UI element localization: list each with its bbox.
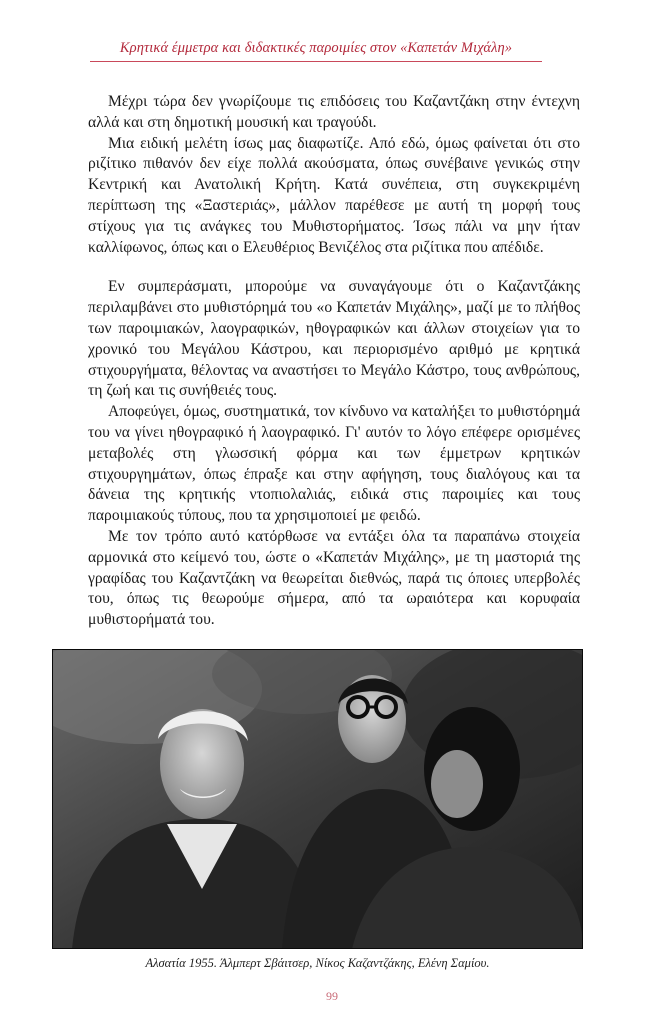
paragraph: Μια ειδική μελέτη ίσως μας διαφωτίζε. Από εδώ, όμως φαίνεται ότι στο ριζίτικο πιθανόν δεν είχε πολλά ακούσματα, όπως συνέβαινε γενικώς στην Κεντρική και Ανατολική Κρήτη. Κατά συνέπεια, στη συγκεκριμένη περίπτωση της «Ξαστεριάς», μάλλον παρέθεσε με αυτή τη μορφή τους στίχους για τις ανάγκες του Μυθιστορήματος. Ίσως πάλι να μην ήταν καλλίφωνος, όπως και ο Ελευθέριος Βενιζέλος στα ριζίτικα που απέδιδε.	[88, 134, 580, 256]
paragraph: Αποφεύγει, όμως, συστηματικά, τον κίνδυνο να καταλήξει το μυθιστόρημά του να γίνει ηθογραφικό ή λαογραφικό. Γι' αυτόν το λόγο επέφερε ορισμένες μεταβολές στη γλωσσική φόρμα και των έμμετρων κρητικών στιχουργημάτων, όπως έπραξε και στην αφήγηση, τους διαλόγους και τα δάνεια της κρητικής ντοπιολαλιάς, ειδικά στις παροιμίες και τους παροιμιακούς τύπους, που τα χρησιμοποιεί με φειδώ.	[88, 403, 580, 525]
photo-caption: Αλσατία 1955. Άλμπερτ Σβάιτσερ, Νίκος Καζαντζάκης, Ελένη Σαμίου.	[145, 956, 490, 970]
paragraph: Με τον τρόπο αυτό κατόρθωσε να εντάξει όλα τα παραπάνω στοιχεία αρμονικά στο κείμενό του, ώστε ο «Καπετάν Μιχάλης», με τη μαστοριά της γραφίδας του Καζαντζάκη να θεωρείται διεθνώς, παρά τις όποιες υπερβολές του, όπως τις θεωρούμε σήμερα, από τα ωραιότερα και κορυφαία μυθιστορήματά του.	[88, 527, 580, 629]
paragraph: Μέχρι τώρα δεν γνωρίζουμε τις επιδόσεις του Καζαντζάκη στην έντεχνη αλλά και στη δημοτική μουσική και τραγούδι.	[88, 93, 580, 131]
running-header: Κρητικά έμμετρα και διδακτικές παροιμίες στον «Καπετάν Μιχάλη»	[90, 40, 542, 62]
paragraph: Εν συμπεράσματι, μπορούμε να συναγάγουμε ότι ο Καζαντζάκης περιλαμβάνει στο μυθιστόρημά του «ο Καπετάν Μιχάλης», μαζί με το πλήθος των παροιμιακών, λαογραφικών, ηθογραφικών και άλλων στοιχείων για το χρονικό του Μεγάλου Κάστρου, και περιορισμένο αριθμό με κρητικά στιχουργήματα, θέλοντας να αναστήσει το Μεγάλο Κάστρο, τους ανθρώπους, τη ζωή και τις συνήθειές τους.	[88, 278, 580, 400]
page-number: 99	[326, 989, 338, 1003]
historic-photograph	[52, 649, 583, 949]
body-text	[88, 92, 580, 631]
